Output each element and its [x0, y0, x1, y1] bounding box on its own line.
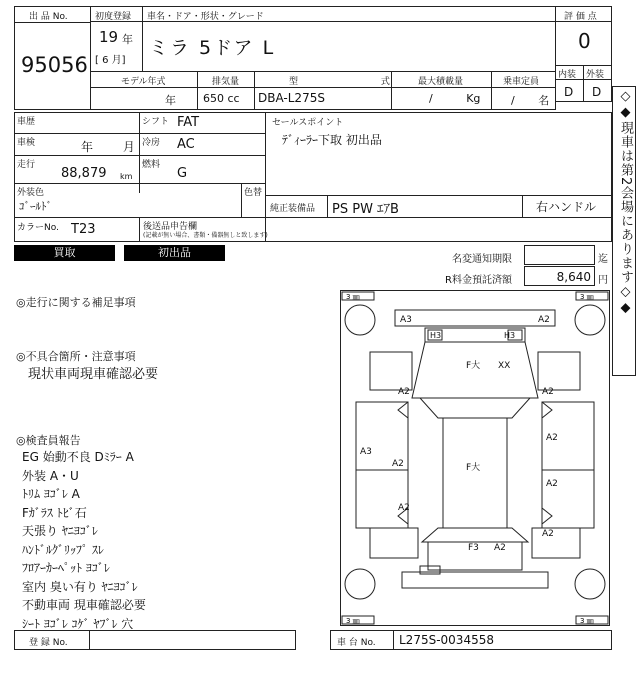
type-label: 型 式: [289, 77, 430, 87]
inspector-line: 不動車両 現車確認必要: [22, 598, 146, 612]
mark-hood-xx: XX: [498, 361, 511, 371]
mark-right-rear-quarter: A2: [542, 529, 554, 539]
inspection-label: 車検: [17, 138, 36, 148]
chassis-number-box: [330, 630, 612, 650]
history-label: 車歴: [17, 117, 36, 127]
mark-left-door-inner: A2: [392, 459, 404, 469]
capacity-label: 乗車定員: [503, 77, 540, 87]
sales-point-value: ﾃﾞｨｰﾗｰ下取 初出品: [282, 133, 382, 147]
inspector-line: Fｶﾞﾗｽ ﾄﾋﾞ石: [22, 505, 87, 520]
name-change-label: 名変通知期限: [452, 254, 512, 265]
equipment-label: 純正装備品: [270, 204, 316, 214]
recycle-unit: 円: [598, 275, 608, 286]
displacement-label: 排気量: [212, 77, 240, 87]
lot-number-label: 出 品 No.: [29, 12, 68, 22]
capacity-unit: / 名: [511, 94, 550, 107]
inspector-line: EG 始動不良 Dﾐﾗｰ A: [22, 450, 134, 464]
mark-front-bumper: A3: [400, 315, 412, 325]
displacement-value: 650 cc: [203, 92, 240, 105]
inspector-label: ◎検査員報告: [16, 434, 81, 447]
exterior-grade: D: [592, 85, 602, 99]
model-name: ミラ 5ドア L: [149, 37, 276, 59]
steering-value: 右ハンドル: [536, 200, 597, 214]
tire-label-rl: 3 ㎜: [346, 617, 360, 625]
mark-roof: F大: [466, 463, 481, 473]
lot-number: 95056: [21, 53, 88, 77]
shift-value: FAT: [177, 115, 200, 130]
equipment-value: PS PW ｴｱB: [332, 202, 399, 217]
tire-label-fl: 3 ㎜: [346, 293, 360, 301]
inspector-line: ﾊﾝﾄﾞﾙｸﾞﾘｯﾌﾟ ｽﾚ: [22, 542, 104, 557]
interior-label: 内装: [558, 70, 577, 80]
recycle-value: 8,640: [556, 270, 591, 284]
details-left: [14, 112, 266, 242]
model-box: [90, 6, 556, 72]
inspector-line: ﾄﾘﾑ ﾖｺﾞﾚ A: [22, 487, 80, 501]
recycle-field: [524, 266, 595, 286]
registration-number-box: [14, 630, 296, 650]
mark-headlight-right: H3: [504, 331, 516, 340]
details-right: [265, 112, 612, 242]
model-year-label: モデル年式: [121, 77, 166, 87]
first-registration-label: 初度登録: [95, 12, 132, 22]
registration-year-unit: 年: [122, 33, 133, 46]
lot-number-box: [14, 6, 91, 110]
inspection-value: 年 月: [81, 140, 135, 154]
defects-label: ◎不具合箇所・注意事項: [16, 350, 136, 363]
mark-hood: F大: [466, 361, 481, 371]
tire-label-rr: 3 ㎜: [580, 617, 594, 625]
inspector-line: 天張り ﾔﾆﾖｺﾞﾚ: [22, 524, 98, 538]
first-listing-button[interactable]: 初出品: [124, 245, 225, 261]
venue-banner-text: ◇◆現車は第2会場にあります◇◆: [618, 89, 633, 317]
mileage-unit: km: [120, 172, 133, 181]
damage-diagram: [340, 290, 610, 626]
defects-text: 現状車両現車確認必要: [28, 367, 159, 382]
aftermarket-note: (記載が無い場合、書類・備器無しと致します): [143, 232, 268, 239]
model-year-unit: 年: [165, 94, 176, 107]
registration-month: [ 6 月]: [95, 55, 126, 66]
venue-banner: [612, 86, 636, 376]
max-load-unit: / Kg: [429, 92, 481, 105]
inspector-line: ﾌﾛｱｰｶｰﾍﾟｯﾄ ﾖｺﾞﾚ: [22, 561, 110, 575]
mileage-value: 88,879: [61, 166, 107, 181]
buy-button[interactable]: 買取: [14, 245, 115, 261]
inspector-line: 外装 A・U: [22, 468, 79, 483]
aftermarket-label: 後送品申告欄: [143, 222, 198, 232]
spec-row: [90, 71, 556, 110]
mark-front-bumper-right: A2: [538, 315, 550, 325]
exterior-label: 外装: [586, 70, 605, 80]
ext-color-value: ｺﾞｰﾙﾄﾞ: [19, 200, 52, 213]
inspector-line: 室内 臭い有り ﾔﾆﾖｺﾞﾚ: [22, 579, 138, 594]
mark-left-fender: A2: [398, 387, 410, 397]
score-value: 0: [578, 29, 591, 53]
mark-right-rear-door: A2: [546, 479, 558, 489]
ac-label: 冷房: [142, 138, 161, 148]
ext-color-label: 外装色: [17, 188, 45, 198]
shift-label: シフト: [142, 117, 170, 127]
color-change-label: 色替: [244, 188, 263, 198]
registration-year: 19: [99, 28, 119, 46]
max-load-label: 最大積載量: [418, 77, 464, 87]
chassis-number-label: 車 台 No.: [337, 638, 376, 648]
tire-label-fr: 3 ㎜: [580, 293, 594, 301]
mark-left-front-door: A3: [360, 447, 372, 457]
sales-point-label: セールスポイント: [272, 118, 344, 128]
chassis-number: L275S-0034558: [399, 633, 494, 647]
name-change-field: [524, 245, 595, 265]
mark-headlight-left: H3: [430, 331, 442, 340]
model-label: 車名・ドア・形状・グレード: [147, 12, 264, 22]
score-label: 評 価 点: [564, 12, 597, 22]
mileage-label: 走行: [17, 160, 36, 170]
mark-right-front-door: A2: [546, 433, 558, 443]
interior-grade: D: [564, 85, 574, 99]
fuel-label: 燃料: [142, 160, 161, 170]
driving-notes-label: ◎走行に関する補足事項: [16, 296, 136, 309]
type-value: DBA-L275S: [258, 91, 325, 105]
mark-trunk-a2: A2: [494, 543, 506, 553]
mark-left-rear-quarter: A2: [398, 503, 410, 513]
mark-trunk-f3: F3: [468, 543, 479, 553]
recycle-label: R料金預託済額: [445, 275, 512, 286]
color-no-label: カラーNo.: [17, 223, 59, 233]
inspector-line: ｼｰﾄ ﾖｺﾞﾚ ｺｹﾞ ﾔﾌﾞﾚ 穴: [22, 616, 134, 631]
registration-number-label: 登 録 No.: [29, 638, 68, 648]
mark-right-fender: A2: [542, 387, 554, 397]
score-box: [555, 6, 612, 102]
ac-value: AC: [177, 137, 195, 152]
fuel-value: G: [177, 166, 188, 181]
color-no-value: T23: [71, 222, 96, 237]
name-change-unit: 迄: [598, 254, 608, 265]
